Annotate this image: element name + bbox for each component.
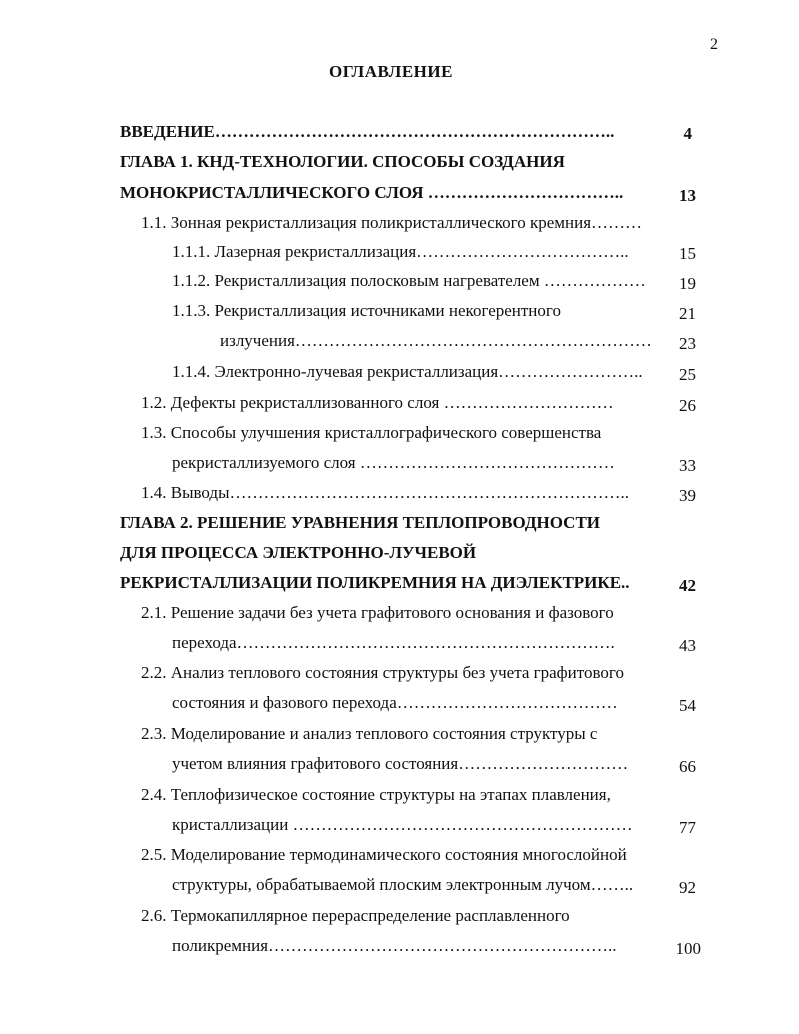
page-number: 2 [710, 36, 718, 53]
toc-entry-introduction: ВВЕДЕНИЕ…………………………………………………………….. [120, 122, 615, 141]
toc-entry-2-4: 2.4. Теплофизическое состояние структуры на этапах плавления, [141, 785, 611, 804]
toc-entry-2-2-cont: состояния и фазового перехода………………………………… [172, 693, 618, 712]
toc-page-introduction: 4 [683, 124, 692, 143]
page-title: ОГЛАВЛЕНИЕ [329, 62, 453, 81]
toc-page-2-5: 92 [679, 878, 696, 897]
toc-page-1-1-3: 21 [679, 304, 696, 323]
toc-entry-1-1-2: 1.1.2. Рекристаллизация полосковым нагревателем ……………… [172, 271, 646, 290]
toc-page-1-3: 33 [679, 456, 696, 475]
toc-page-2-3: 66 [679, 757, 696, 776]
toc-page-2-6: 100 [675, 939, 701, 958]
toc-page-chapter-2: 42 [679, 576, 696, 595]
toc-page-1-1-4: 25 [679, 365, 696, 384]
toc-entry-1-1-1: 1.1.1. Лазерная рекристаллизация……………………………….. [172, 242, 629, 261]
toc-page-1-1-2: 19 [679, 274, 696, 293]
toc-page-1-4: 39 [679, 486, 696, 505]
toc-entry-2-5: 2.5. Моделирование термодинамического состояния многослойной [141, 845, 627, 864]
toc-page-2-2: 54 [679, 696, 696, 715]
toc-chapter-2-line-1: ГЛАВА 2. РЕШЕНИЕ УРАВНЕНИЯ ТЕПЛОПРОВОДНОСТИ [120, 513, 601, 532]
toc-page-2-1: 43 [679, 636, 696, 655]
toc-entry-1-4: 1.4. Выводы…………………………………………………………….. [141, 483, 630, 502]
toc-page-chapter-1: 13 [679, 186, 696, 205]
toc-chapter-2-line-3: РЕКРИСТАЛЛИЗАЦИИ ПОЛИКРЕМНИЯ НА ДИЭЛЕКТРИКЕ.. [120, 573, 630, 592]
toc-entry-2-6: 2.6. Термокапиллярное перераспределение расплавленного [141, 906, 570, 925]
toc-page-1-1-3-cont: 23 [679, 334, 696, 353]
toc-entry-1-2: 1.2. Дефекты рекристаллизованного слоя ………………………… [141, 393, 614, 412]
toc-entry-1-3-cont: рекристаллизуемого слоя ……………………………………… [172, 453, 615, 472]
toc-entry-1-3: 1.3. Способы улучшения кристаллографического совершенства [141, 423, 602, 442]
toc-chapter-1-line-1: ГЛАВА 1. КНД-ТЕХНОЛОГИИ. СПОСОБЫ СОЗДАНИЯ [120, 152, 565, 171]
toc-page-2-4: 77 [679, 818, 696, 837]
toc-entry-1-1-4: 1.1.4. Электронно-лучевая рекристаллизация…………………….. [172, 362, 643, 381]
toc-entry-1-1-3: 1.1.3. Рекристаллизация источниками некогерентного [172, 301, 561, 320]
toc-entry-2-3-cont: учетом влияния графитового состояния………………………… [172, 754, 629, 773]
toc-entry-2-2: 2.2. Анализ теплового состояния структуры без учета графитового [141, 663, 624, 682]
toc-entry-2-1: 2.1. Решение задачи без учета графитового основания и фазового [141, 603, 614, 622]
toc-chapter-1-line-2: МОНОКРИСТАЛЛИЧЕСКОГО СЛОЯ …………………………….. [120, 183, 624, 202]
toc-entry-2-6-cont: поликремния…………………………………………………….. [172, 936, 617, 955]
toc-page-1-2: 26 [679, 396, 696, 415]
toc-page-1-1-1: 15 [679, 244, 696, 263]
toc-entry-1-1: 1.1. Зонная рекристаллизация поликристаллического кремния……… [141, 213, 643, 232]
toc-entry-1-1-3-cont: излучения……………………………………………………… [220, 331, 652, 350]
toc-entry-2-1-cont: перехода…………………………………………………………. [172, 633, 615, 652]
toc-entry-2-5-cont: структуры, обрабатываемой плоским электронным лучом…….. [172, 875, 634, 894]
toc-entry-2-3: 2.3. Моделирование и анализ теплового состояния структуры с [141, 724, 598, 743]
toc-chapter-2-line-2: ДЛЯ ПРОЦЕССА ЭЛЕКТРОННО-ЛУЧЕВОЙ [120, 543, 477, 562]
toc-entry-2-4-cont: кристаллизации …………………………………………………… [172, 815, 633, 834]
